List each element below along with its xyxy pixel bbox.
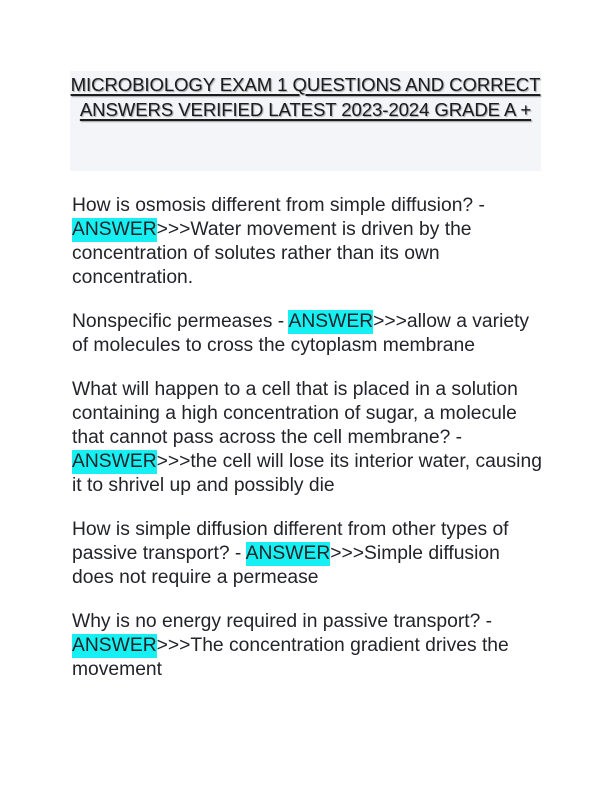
answer-highlight: ANSWER bbox=[245, 543, 331, 564]
answer-text: >>>the cell will lose its interior water, causing it to shrivel up and possibly die bbox=[72, 451, 542, 496]
title-banner bbox=[70, 71, 541, 171]
answer-highlight: ANSWER bbox=[72, 451, 157, 472]
question-text: How is simple diffusion different from other types of passive transport? - bbox=[72, 519, 509, 564]
document-title: MICROBIOLOGY EXAM 1 QUESTIONS AND CORRECT ANSWERS VERIFIED LATEST 2023-2024 GRADE A + bbox=[70, 74, 541, 120]
answer-text: >>>Water movement is driven by the concentration of solutes rather than its own concentration. bbox=[72, 219, 472, 288]
answer-text: >>>Simple diffusion does not require a permease bbox=[72, 543, 500, 588]
qa-item bbox=[72, 310, 542, 358]
question-text: Nonspecific permeases - bbox=[72, 311, 289, 332]
answer-text: >>>The concentration gradient drives the movement bbox=[72, 635, 509, 680]
answer-highlight: ANSWER bbox=[72, 635, 157, 656]
qa-item bbox=[72, 194, 542, 290]
question-text: How is osmosis different from simple diffusion? - bbox=[72, 195, 485, 216]
question-text: What will happen to a cell that is placed in a solution containing a high concentration of sugar, a molecule that cannot pass across the cell membrane? - bbox=[72, 379, 518, 448]
answer-highlight: ANSWER bbox=[288, 311, 374, 332]
qa-item bbox=[72, 610, 542, 682]
qa-list bbox=[72, 194, 542, 702]
answer-highlight: ANSWER bbox=[72, 219, 157, 240]
qa-item bbox=[72, 518, 542, 590]
answer-text: >>>allow a variety of molecules to cross the cytoplasm membrane bbox=[72, 311, 530, 356]
qa-item bbox=[72, 378, 542, 498]
question-text: Why is no energy required in passive transport? - bbox=[72, 611, 493, 632]
